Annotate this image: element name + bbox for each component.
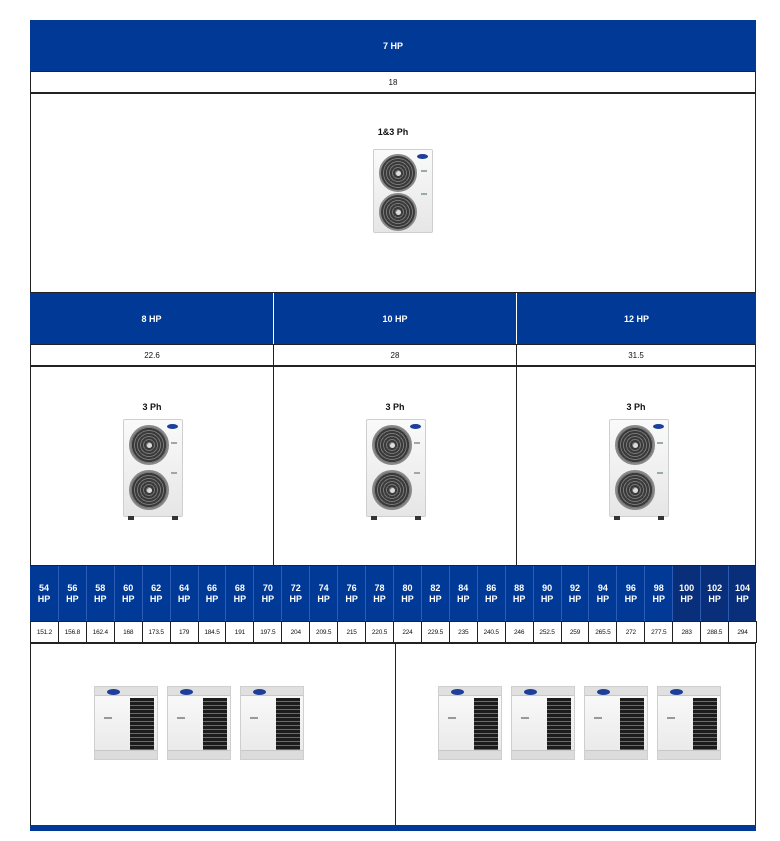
vrf-outdoor-module-icon bbox=[438, 686, 502, 760]
brand-logo-icon bbox=[180, 689, 193, 695]
outdoor-unit-two-fan-icon bbox=[609, 419, 669, 517]
vrf-hp-cell: 76 HP bbox=[337, 566, 365, 621]
vrf-outdoor-module-icon bbox=[657, 686, 721, 760]
fan-icon bbox=[615, 425, 655, 465]
vrf-capacity-cell: 224 bbox=[393, 621, 422, 643]
vrf-hp-cell: 64 HP bbox=[170, 566, 198, 621]
vrf-capacity-cell: 209.5 bbox=[309, 621, 338, 643]
label-tag-icon bbox=[414, 472, 420, 474]
label-tag-icon bbox=[421, 170, 427, 172]
vrf-capacity-cell: 215 bbox=[337, 621, 366, 643]
brand-logo-icon bbox=[653, 424, 664, 429]
brand-logo-icon bbox=[167, 424, 178, 429]
brand-logo-icon bbox=[670, 689, 683, 695]
brand-logo-icon bbox=[107, 689, 120, 695]
vrf-capacity-cell: 229.5 bbox=[421, 621, 450, 643]
vrf-hp-cell: 72 HP bbox=[281, 566, 309, 621]
brand-logo-icon bbox=[597, 689, 610, 695]
mid-hp-header-8: 8 HP bbox=[30, 293, 273, 344]
vrf-hp-header-row bbox=[30, 566, 756, 621]
vrf-outdoor-module-icon bbox=[94, 686, 158, 760]
vrf-hp-cell: 70 HP bbox=[253, 566, 281, 621]
vrf-capacity-cell: 252.5 bbox=[533, 621, 562, 643]
fan-icon bbox=[379, 193, 417, 231]
vrf-outdoor-module-icon bbox=[584, 686, 648, 760]
mid-phase-12: 3 Ph bbox=[626, 402, 646, 412]
vrf-hp-cell: 80 HP bbox=[393, 566, 421, 621]
vrf-hp-cell: 88 HP bbox=[505, 566, 533, 621]
vrf-capacity-cell: 246 bbox=[505, 621, 534, 643]
fan-icon bbox=[129, 470, 169, 510]
fan-icon bbox=[372, 470, 412, 510]
vrf-capacity-cell: 156.8 bbox=[58, 621, 87, 643]
vrf-hp-cell: 58 HP bbox=[86, 566, 114, 621]
vrf-capacity-cell: 162.4 bbox=[86, 621, 115, 643]
vrf-capacity-cell: 191 bbox=[225, 621, 254, 643]
vrf-hp-cell: 60 HP bbox=[114, 566, 142, 621]
vrf-capacity-cell: 265.5 bbox=[588, 621, 617, 643]
mid-phase-8: 3 Ph bbox=[142, 402, 162, 412]
top-capacity: 18 bbox=[30, 71, 756, 93]
vrf-capacity-cell: 272 bbox=[616, 621, 645, 643]
label-tag-icon bbox=[171, 442, 177, 444]
vrf-hp-cell: 98 HP bbox=[644, 566, 672, 621]
mid-unit-panel-10 bbox=[273, 366, 517, 566]
mid-capacity-10: 28 bbox=[273, 344, 517, 366]
vrf-capacity-cell: 184.5 bbox=[198, 621, 227, 643]
grille-icon bbox=[203, 698, 227, 754]
vrf-hp-cell: 102 HP bbox=[700, 566, 728, 621]
vrf-capacity-cell: 259 bbox=[561, 621, 590, 643]
vrf-hp-cell: 92 HP bbox=[561, 566, 589, 621]
vrf-hp-cell: 84 HP bbox=[449, 566, 477, 621]
vrf-hp-cell: 68 HP bbox=[225, 566, 253, 621]
label-tag-icon bbox=[171, 472, 177, 474]
vrf-hp-cell: 54 HP bbox=[30, 566, 58, 621]
vrf-capacity-cell: 204 bbox=[281, 621, 310, 643]
vrf-hp-cell: 96 HP bbox=[616, 566, 644, 621]
brand-logo-icon bbox=[524, 689, 537, 695]
vrf-capacity-cell: 179 bbox=[170, 621, 199, 643]
outdoor-unit-two-fan-icon bbox=[373, 149, 433, 233]
vrf-hp-cell: 62 HP bbox=[142, 566, 170, 621]
vrf-hp-cell: 100 HP bbox=[672, 566, 700, 621]
vrf-outdoor-module-icon bbox=[167, 686, 231, 760]
grille-icon bbox=[620, 698, 644, 754]
vrf-hp-cell: 56 HP bbox=[58, 566, 86, 621]
mid-hp-header-12: 12 HP bbox=[516, 293, 756, 344]
vrf-capacity-cell: 235 bbox=[449, 621, 478, 643]
grille-icon bbox=[547, 698, 571, 754]
vrf-capacity-cell: 288.5 bbox=[700, 621, 729, 643]
vrf-capacity-cell: 277.5 bbox=[644, 621, 673, 643]
brand-logo-icon bbox=[417, 154, 428, 159]
vrf-outdoor-module-icon bbox=[511, 686, 575, 760]
fan-icon bbox=[615, 470, 655, 510]
vrf-capacity-row bbox=[30, 621, 756, 643]
vrf-capacity-cell: 168 bbox=[114, 621, 143, 643]
label-tag-icon bbox=[414, 442, 420, 444]
vrf-capacity-cell: 240.5 bbox=[477, 621, 506, 643]
mid-capacity-8: 22.6 bbox=[30, 344, 274, 366]
brand-logo-icon bbox=[451, 689, 464, 695]
vrf-outdoor-module-icon bbox=[240, 686, 304, 760]
outdoor-unit-two-fan-icon bbox=[123, 419, 183, 517]
vrf-capacity-cell: 220.5 bbox=[365, 621, 394, 643]
brand-logo-icon bbox=[410, 424, 421, 429]
top-phase: 1&3 Ph bbox=[377, 127, 409, 137]
grille-icon bbox=[474, 698, 498, 754]
fan-icon bbox=[372, 425, 412, 465]
fan-icon bbox=[379, 154, 417, 192]
vrf-capacity-cell: 294 bbox=[728, 621, 757, 643]
top-hp-header: 7 HP bbox=[30, 20, 756, 71]
vrf-capacity-cell: 283 bbox=[672, 621, 701, 643]
vrf-capacity-cell: 173.5 bbox=[142, 621, 171, 643]
vrf-hp-cell: 90 HP bbox=[533, 566, 561, 621]
vrf-hp-cell: 94 HP bbox=[588, 566, 616, 621]
vrf-panel-left bbox=[30, 643, 396, 826]
top-unit-panel bbox=[30, 93, 756, 293]
mid-capacity-12: 31.5 bbox=[516, 344, 756, 366]
label-tag-icon bbox=[657, 442, 663, 444]
vrf-hp-cell: 74 HP bbox=[309, 566, 337, 621]
fan-icon bbox=[129, 425, 169, 465]
outdoor-unit-two-fan-icon bbox=[366, 419, 426, 517]
vrf-capacity-cell: 197.5 bbox=[253, 621, 282, 643]
mid-phase-10: 3 Ph bbox=[385, 402, 405, 412]
label-tag-icon bbox=[657, 472, 663, 474]
product-matrix bbox=[30, 20, 756, 831]
mid-hp-header-10: 10 HP bbox=[273, 293, 516, 344]
label-tag-icon bbox=[421, 193, 427, 195]
mid-unit-panel-8 bbox=[30, 366, 274, 566]
vrf-hp-cell: 66 HP bbox=[198, 566, 226, 621]
grille-icon bbox=[693, 698, 717, 754]
vrf-hp-cell: 104 HP bbox=[728, 566, 756, 621]
vrf-hp-cell: 86 HP bbox=[477, 566, 505, 621]
vrf-hp-cell: 82 HP bbox=[421, 566, 449, 621]
brand-logo-icon bbox=[253, 689, 266, 695]
vrf-panel-right bbox=[395, 643, 756, 826]
grille-icon bbox=[130, 698, 154, 754]
vrf-hp-cell: 78 HP bbox=[365, 566, 393, 621]
vrf-capacity-cell: 151.2 bbox=[30, 621, 59, 643]
bottom-bar bbox=[30, 825, 756, 831]
grille-icon bbox=[276, 698, 300, 754]
mid-unit-panel-12 bbox=[516, 366, 756, 566]
